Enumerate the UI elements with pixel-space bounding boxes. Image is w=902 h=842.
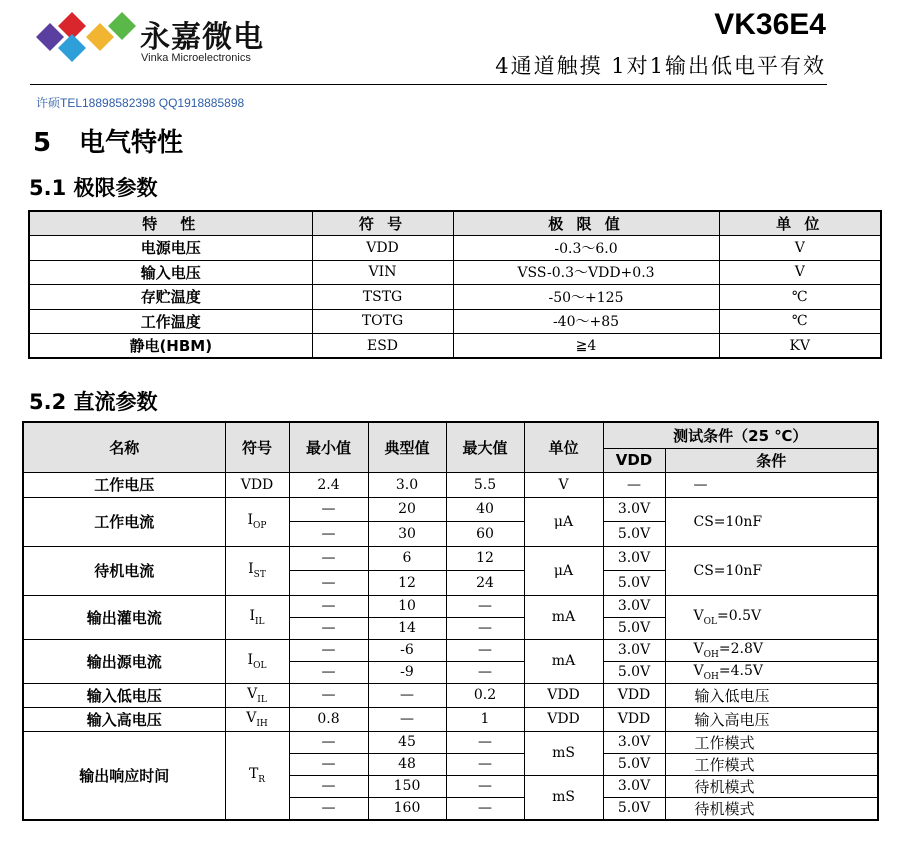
table-row [23,707,878,731]
document-subtitle: 4通道触摸 1对1输出低电平有效 [495,54,826,78]
row-min: — [289,661,368,683]
brand-name-cn: 永嘉微电 [140,20,264,55]
row-symbol: VIN [312,260,453,285]
header-unit: 单位 [524,422,603,472]
row-condition: — [665,472,878,497]
row-max: 1 [446,707,524,731]
row-symbol: VDD [312,236,453,261]
table-header-row [29,211,881,236]
row-name: 输出灌电流 [23,595,225,639]
header-symbol: 符 号 [312,211,453,236]
row-symbol: $V_{IH}$ [225,707,289,731]
row-symbol: TSTG [312,285,453,310]
table-row [29,236,881,261]
row-vdd: 5.0V [603,753,665,775]
table-header-row [23,422,878,448]
table-row [23,595,878,617]
row-typ: 10 [368,595,446,617]
row-condition: CS=10nF [665,497,878,546]
header-symbol: 符号 [225,422,289,472]
table-row [23,497,878,522]
row-min: — [289,683,368,707]
row-max: — [446,797,524,820]
row-vdd: 5.0V [603,617,665,639]
row-min: — [289,797,368,820]
row-min: — [289,571,368,596]
row-condition: $V_{OH}=4.5V$ [665,661,878,683]
row-typ: — [368,683,446,707]
row-max: — [446,775,524,797]
row-limit: -0.3～6.0 [453,236,719,261]
row-symbol: $I_{OP}$ [225,497,289,546]
row-name: 存贮温度 [29,285,312,310]
row-min: — [289,497,368,522]
row-typ: -6 [368,639,446,661]
row-max: 12 [446,546,524,571]
section-5-1-heading: 5.1 极限参数 [29,176,158,200]
row-unit: VDD [524,683,603,707]
header-min: 最小值 [289,422,368,472]
row-name: 工作电压 [23,472,225,497]
row-name: 电源电压 [29,236,312,261]
table-row [23,472,878,497]
row-unit: mS [524,731,603,775]
row-vdd: 5.0V [603,571,665,596]
header-condition: 条件 [665,448,878,472]
table-row [29,260,881,285]
section-5-2-heading: 5.2 直流参数 [29,390,158,414]
row-condition: 工作模式 [665,753,878,775]
row-typ: 6 [368,546,446,571]
row-max: — [446,595,524,617]
row-typ: 3.0 [368,472,446,497]
row-unit: VDD [524,707,603,731]
row-symbol: TOTG [312,309,453,334]
row-name: 静电(HBM) [29,334,312,359]
header-unit: 单 位 [719,211,881,236]
header-characteristic: 特 性 [29,211,312,236]
row-unit: ℃ [719,309,881,334]
row-symbol: VDD [225,472,289,497]
row-min: — [289,522,368,547]
table-row [29,334,881,359]
row-max: — [446,639,524,661]
row-unit: μA [524,497,603,546]
row-typ: 20 [368,497,446,522]
row-typ: 45 [368,731,446,753]
row-min: — [289,639,368,661]
row-min: — [289,731,368,753]
row-unit: mS [524,775,603,820]
row-min: — [289,617,368,639]
row-min: 0.8 [289,707,368,731]
table-row [29,309,881,334]
row-name: 输入低电压 [23,683,225,707]
table-row [29,285,881,310]
row-vdd: 3.0V [603,595,665,617]
row-min: 2.4 [289,472,368,497]
row-condition: $V_{OH}=2.8V$ [665,639,878,661]
table-row [23,683,878,707]
limit-parameters-table [28,210,882,359]
row-typ: 150 [368,775,446,797]
row-max: — [446,731,524,753]
row-typ: 48 [368,753,446,775]
row-symbol: $I_{ST}$ [225,546,289,595]
row-unit: V [719,260,881,285]
row-vdd: 3.0V [603,639,665,661]
header-typ: 典型值 [368,422,446,472]
row-symbol: $I_{IL}$ [225,595,289,639]
row-condition: 工作模式 [665,731,878,753]
row-typ: -9 [368,661,446,683]
row-symbol: $V_{IL}$ [225,683,289,707]
row-unit: mA [524,639,603,683]
row-vdd: 3.0V [603,546,665,571]
row-unit: KV [719,334,881,359]
row-vdd: 3.0V [603,775,665,797]
row-name: 输入高电压 [23,707,225,731]
row-typ: 30 [368,522,446,547]
row-max: — [446,661,524,683]
header-limit: 极 限 值 [453,211,719,236]
row-unit: mA [524,595,603,639]
row-unit: μA [524,546,603,595]
row-typ: 160 [368,797,446,820]
row-condition: 待机模式 [665,797,878,820]
brand-name-en: Vinka Microelectronics [141,52,251,64]
header-name: 名称 [23,422,225,472]
row-unit: V [524,472,603,497]
row-vdd: 3.0V [603,497,665,522]
row-vdd: 3.0V [603,731,665,753]
row-limit: ≧4 [453,334,719,359]
row-condition: $V_{OL}=0.5V$ [665,595,878,639]
row-typ: 14 [368,617,446,639]
row-unit: ℃ [719,285,881,310]
row-vdd: 5.0V [603,522,665,547]
row-unit: V [719,236,881,261]
row-limit: -40～+85 [453,309,719,334]
row-max: 0.2 [446,683,524,707]
row-condition: 待机模式 [665,775,878,797]
contact-info: 许硕TEL18898582398 QQ1918885898 [36,96,245,110]
row-name: 待机电流 [23,546,225,595]
row-name: 输出源电流 [23,639,225,683]
header-divider [30,84,827,85]
header-vdd: VDD [603,448,665,472]
model-number: VK36E4 [714,8,826,41]
row-symbol: $T_R$ [225,731,289,820]
section-5-heading: 5 电气特性 [33,128,184,158]
dc-parameters-table [22,421,879,821]
row-min: — [289,595,368,617]
row-limit: VSS-0.3～VDD+0.3 [453,260,719,285]
row-min: — [289,753,368,775]
header-test-conditions: 测试条件（25 ℃） [603,422,878,448]
row-condition: 输入高电压 [665,707,878,731]
row-symbol: $I_{OL}$ [225,639,289,683]
row-min: — [289,546,368,571]
row-limit: -50～+125 [453,285,719,310]
row-max: 60 [446,522,524,547]
vinka-logo [36,12,136,62]
row-name: 输出响应时间 [23,731,225,820]
row-vdd: 5.0V [603,797,665,820]
row-typ: 12 [368,571,446,596]
header-max: 最大值 [446,422,524,472]
row-name: 工作温度 [29,309,312,334]
row-max: — [446,753,524,775]
row-max: 5.5 [446,472,524,497]
row-min: — [289,775,368,797]
row-vdd: 5.0V [603,661,665,683]
table-row [23,731,878,753]
row-condition: CS=10nF [665,546,878,595]
row-vdd: VDD [603,707,665,731]
row-name: 工作电流 [23,497,225,546]
row-vdd: VDD [603,683,665,707]
row-name: 输入电压 [29,260,312,285]
row-typ: — [368,707,446,731]
row-condition: 输入低电压 [665,683,878,707]
table-row [23,639,878,661]
row-max: — [446,617,524,639]
row-max: 24 [446,571,524,596]
row-vdd: — [603,472,665,497]
table-row [23,546,878,571]
row-symbol: ESD [312,334,453,359]
row-max: 40 [446,497,524,522]
